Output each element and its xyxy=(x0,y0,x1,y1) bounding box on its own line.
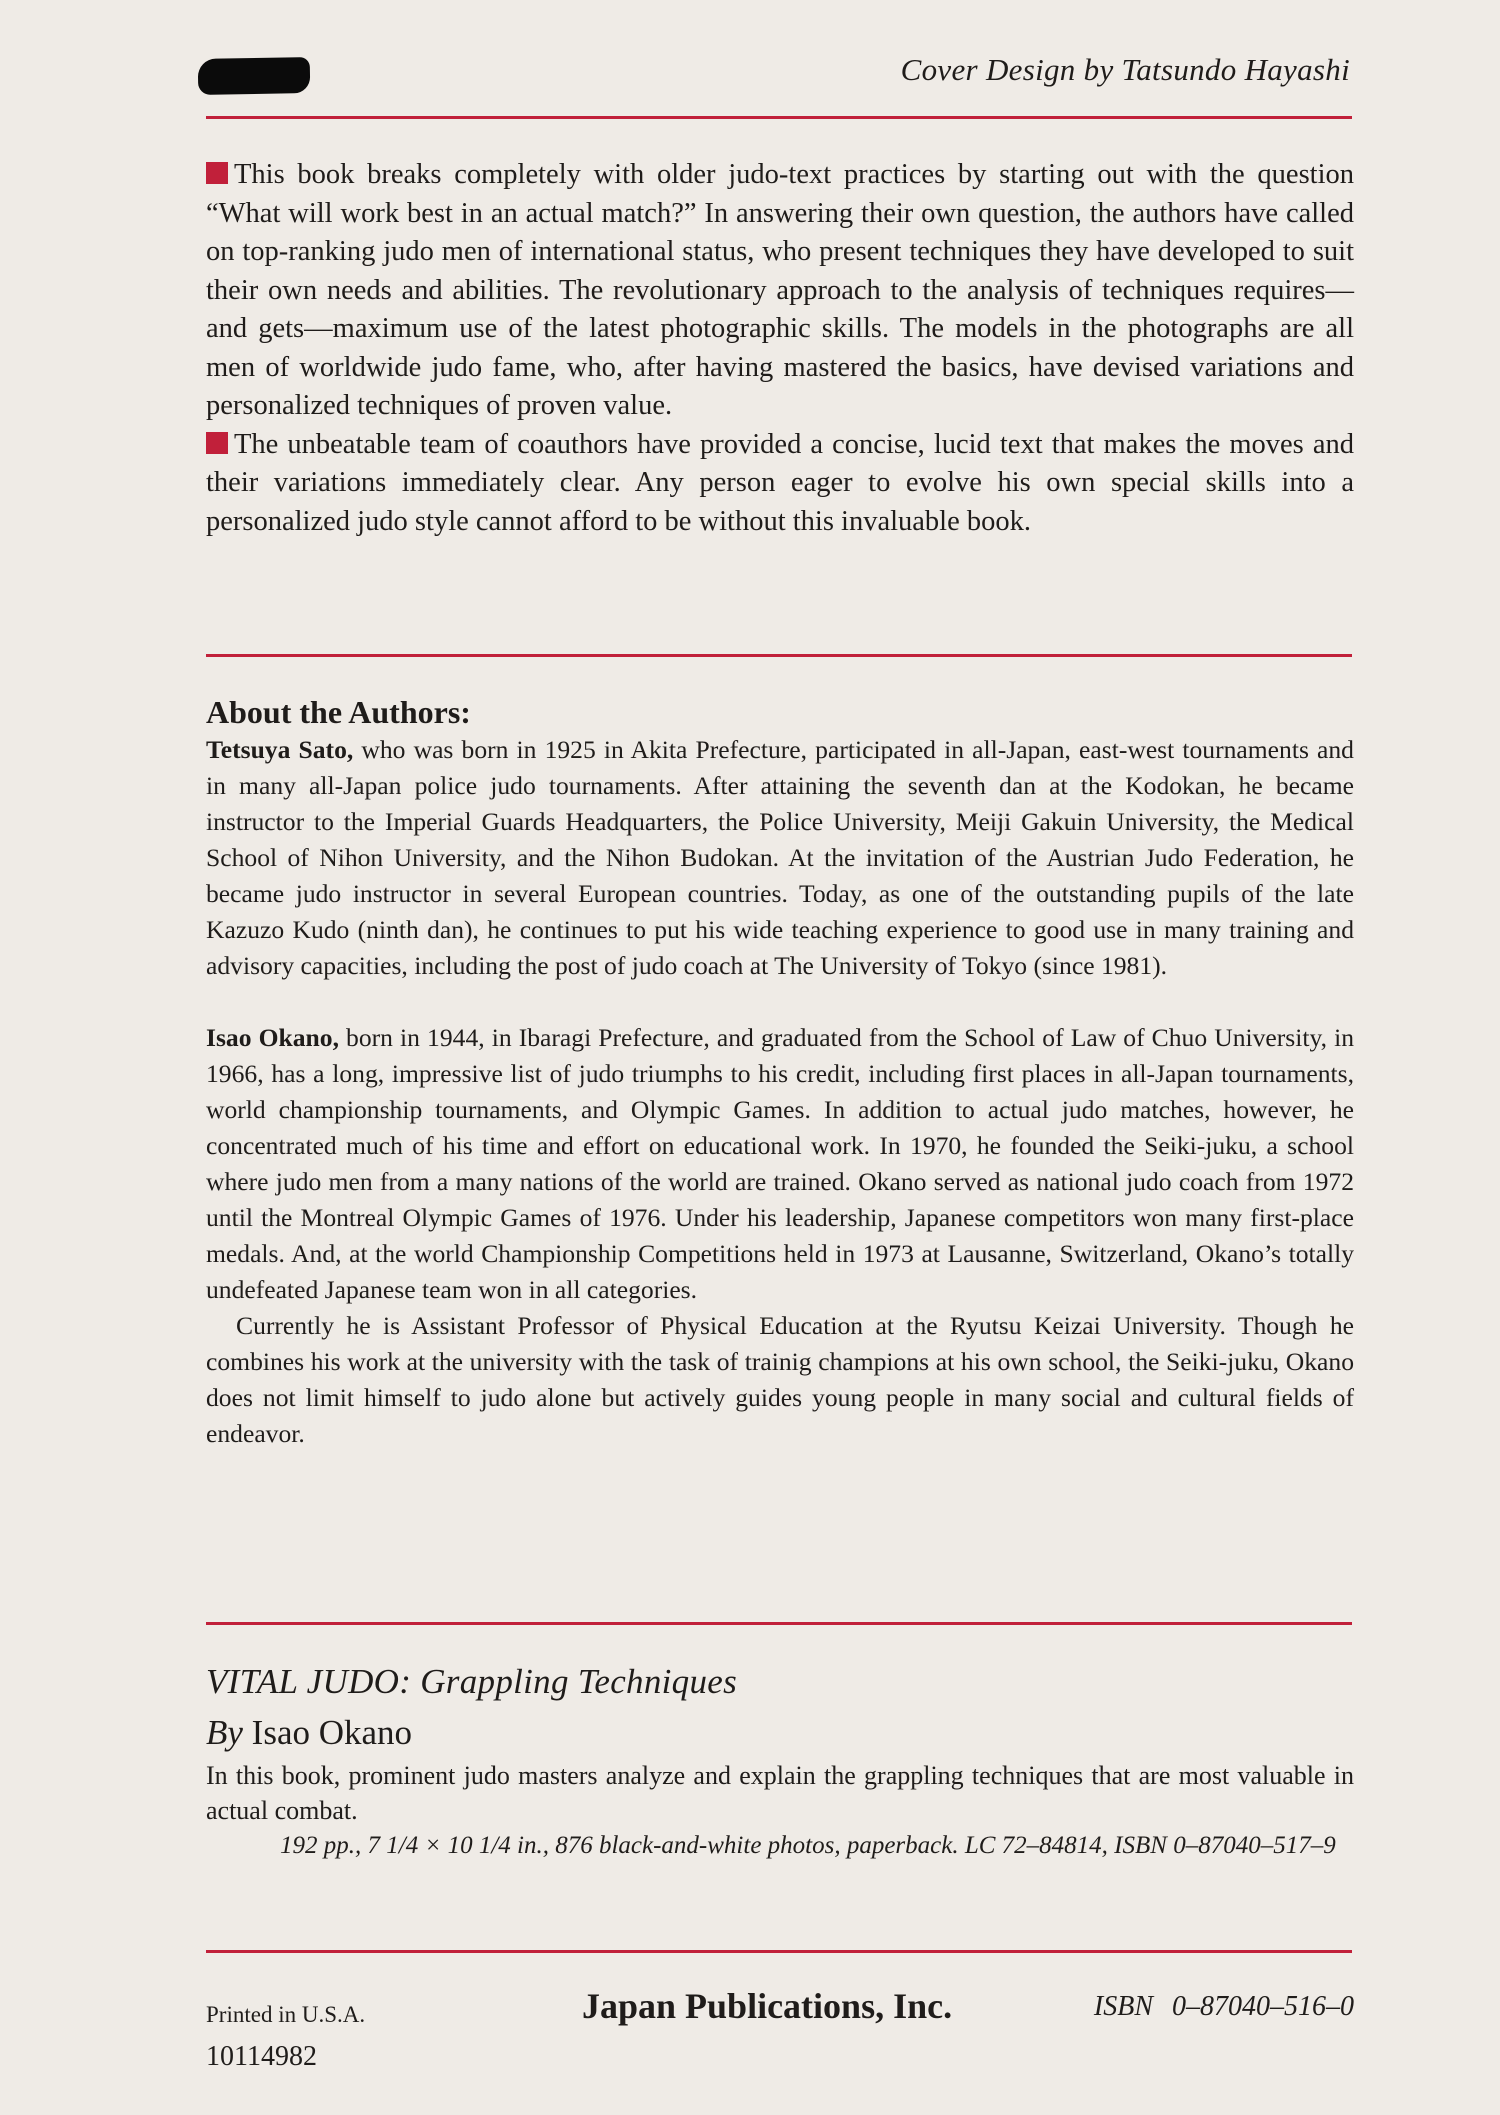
blurb xyxy=(206,156,1354,541)
bio-sato-text: who was born in 1925 in Akita Prefecture, participated in all-Japan, east-west tournaments and in many all-Japan police judo tournaments. After attaining the seventh dan at the Kodokan, he became instructor to the Imperial Guards Headquarters, the Police University, Meiji Gakuin University, the Medical School of Nihon University, and the Nihon Budokan. At the invitation of the Austrian Judo Federation, he became judo instructor in several European countries. Today, as one of the outstanding pupils of the late Kazuzo Kudo (ninth dan), he continues to put his wide teaching experience to good use in many training and advisory capacities, including the post of judo coach at The University of Tokyo (since 1981). xyxy=(206,735,1354,980)
about-title: About the Authors: xyxy=(206,694,471,730)
printed-in: Printed in U.S.A. xyxy=(206,2002,366,2027)
red-square-bullet xyxy=(206,432,228,454)
redaction-mark xyxy=(198,57,311,95)
book-description: In this book, prominent judo masters analyze and explain the grappling techniques that are most valuable in actual combat. xyxy=(206,1761,1354,1825)
about-authors xyxy=(206,692,1354,1452)
catalog-code: 10114982 xyxy=(206,2041,317,2072)
red-square-bullet xyxy=(206,162,228,184)
bio-sato xyxy=(206,732,1354,984)
bio-okano-text: born in 1944, in Ibaragi Prefecture, and graduated from the School of Law of Chuo University, in 1966, has a long, impressive list of judo triumphs to his credit, including first places in all-Japan tournaments, world championship tournaments, and Olympic Games. In addition to actual judo matches, however, he concentrated much of his time and effort on educational work. In 1970, he founded the Seiki-juku, a school where judo men from a many nations of the world are trained. Okano served as national judo coach from 1972 until the Montreal Olympic Games of 1976. Under his leadership, Japanese competitors won many first-place medals. And, at the world Championship Competitions held in 1973 at Lausanne, Switzerland, Okano’s totally undefeated Japanese team won in all categories. xyxy=(206,1023,1354,1304)
divider-bottom xyxy=(206,1950,1352,1953)
blurb-paragraph-1 xyxy=(206,156,1354,426)
bio-okano-name: Isao Okano, xyxy=(206,1023,339,1052)
book-author-name: Isao Okano xyxy=(251,1713,413,1752)
book-by: By xyxy=(206,1713,243,1752)
publisher-name: Japan Publications, Inc. xyxy=(582,1986,953,2026)
divider-top xyxy=(206,116,1352,119)
blurb-paragraph-2 xyxy=(206,426,1354,542)
book-author xyxy=(206,1708,1354,1758)
bio-sato-name: Tetsuya Sato, xyxy=(206,735,354,764)
cover-credit: Cover Design by Tatsundo Hayashi xyxy=(900,52,1350,87)
book-title: VITAL JUDO: Grappling Techniques xyxy=(206,1662,738,1701)
divider-3 xyxy=(206,1622,1352,1625)
book-specs: 192 pp., 7 1/4 × 10 1/4 in., 876 black-and-white photos, paperback. LC 72–84814, ISBN 0–87040–517–9 xyxy=(280,1832,1336,1859)
blurb-paragraph-2-text: The unbeatable team of coauthors have provided a concise, lucid text that makes the moves and their variations immediately clear. Any person eager to evolve his own special skills into a personalized judo style cannot afford to be without this invaluable book. xyxy=(206,428,1354,537)
divider-2 xyxy=(206,654,1352,657)
bio-okano-continued: Currently he is Assistant Professor of Physical Education at the Ryutsu Keizai University. Though he combines his work at the university with the task of trainig champions at his own school, the Seiki-juku, Okano does not limit himself to judo alone but actively guides young people in many social and cultural fields of endeavor. xyxy=(206,1311,1354,1448)
bio-okano xyxy=(206,1020,1354,1308)
isbn: ISBN 0–87040–516–0 xyxy=(1093,1991,1354,2022)
blurb-paragraph-1-text: This book breaks completely with older judo-text practices by starting out with the question “What will work best in an actual match?” In answering their own question, the authors have called on top-ranking judo men of international status, who present techniques they have developed to suit their own needs and abilities. The revolutionary approach to the analysis of techniques requires—and gets—maximum use of the latest photographic skills. The models in the photographs are all men of worldwide judo fame, who, after having mastered the basics, have devised variations and personalized techniques of proven value. xyxy=(206,159,1354,421)
related-book xyxy=(206,1656,1354,1863)
